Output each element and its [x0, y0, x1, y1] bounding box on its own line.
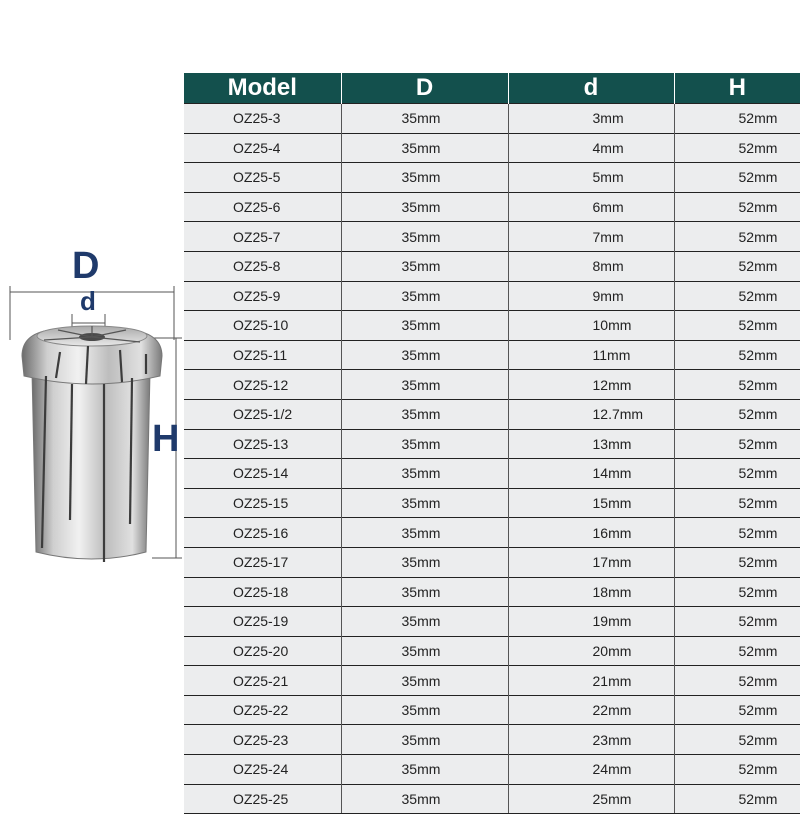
height-cell: 52mm	[674, 695, 800, 725]
inner-diameter-cell: 12mm	[508, 370, 674, 400]
table-row	[184, 281, 800, 311]
inner-diameter-label: d	[80, 286, 96, 316]
height-cell: 52mm	[674, 755, 800, 785]
height-cell: 52mm	[674, 399, 800, 429]
outer-diameter-cell: 35mm	[341, 547, 508, 577]
height-cell: 52mm	[674, 429, 800, 459]
height-cell: 52mm	[674, 666, 800, 696]
outer-diameter-cell: 35mm	[341, 133, 508, 163]
table-row	[184, 399, 800, 429]
inner-diameter-cell: 19mm	[508, 607, 674, 637]
outer-diameter-cell: 35mm	[341, 518, 508, 548]
outer-diameter-cell: 35mm	[341, 104, 508, 134]
model-cell: OZ25-14	[184, 459, 341, 489]
inner-diameter-cell: 17mm	[508, 547, 674, 577]
inner-diameter-cell: 6mm	[508, 192, 674, 222]
outer-diameter-cell: 35mm	[341, 488, 508, 518]
height-cell: 52mm	[674, 222, 800, 252]
outer-diameter-cell: 35mm	[341, 755, 508, 785]
header-model: Model	[184, 73, 341, 104]
height-cell: 52mm	[674, 459, 800, 489]
outer-diameter-cell: 35mm	[341, 222, 508, 252]
height-cell: 52mm	[674, 518, 800, 548]
table-header-row	[184, 73, 800, 104]
outer-diameter-cell: 35mm	[341, 666, 508, 696]
inner-diameter-cell: 24mm	[508, 755, 674, 785]
outer-diameter-cell: 35mm	[341, 577, 508, 607]
inner-diameter-cell: 22mm	[508, 695, 674, 725]
model-cell: OZ25-22	[184, 695, 341, 725]
model-cell: OZ25-1/2	[184, 399, 341, 429]
outer-diameter-cell: 35mm	[341, 311, 508, 341]
table-row	[184, 133, 800, 163]
inner-diameter-cell: 5mm	[508, 163, 674, 193]
outer-diameter-cell: 35mm	[341, 370, 508, 400]
model-cell: OZ25-6	[184, 192, 341, 222]
table-row	[184, 518, 800, 548]
model-cell: OZ25-5	[184, 163, 341, 193]
table-row	[184, 163, 800, 193]
height-cell: 52mm	[674, 133, 800, 163]
model-cell: OZ25-11	[184, 340, 341, 370]
model-cell: OZ25-8	[184, 251, 341, 281]
inner-diameter-cell: 3mm	[508, 104, 674, 134]
model-cell: OZ25-24	[184, 755, 341, 785]
outer-diameter-cell: 35mm	[341, 459, 508, 489]
inner-diameter-cell: 20mm	[508, 636, 674, 666]
inner-diameter-cell: 14mm	[508, 459, 674, 489]
height-label: H	[152, 418, 180, 460]
inner-diameter-cell: 8mm	[508, 251, 674, 281]
inner-diameter-cell: 23mm	[508, 725, 674, 755]
outer-diameter-cell: 35mm	[341, 192, 508, 222]
model-cell: OZ25-19	[184, 607, 341, 637]
inner-diameter-cell: 9mm	[508, 281, 674, 311]
height-cell: 52mm	[674, 784, 800, 814]
table-row	[184, 755, 800, 785]
inner-diameter-cell: 18mm	[508, 577, 674, 607]
model-cell: OZ25-15	[184, 488, 341, 518]
outer-diameter-cell: 35mm	[341, 429, 508, 459]
model-cell: OZ25-20	[184, 636, 341, 666]
outer-diameter-cell: 35mm	[341, 163, 508, 193]
model-cell: OZ25-10	[184, 311, 341, 341]
table-row	[184, 311, 800, 341]
inner-diameter-cell: 25mm	[508, 784, 674, 814]
inner-diameter-cell: 15mm	[508, 488, 674, 518]
height-cell: 52mm	[674, 163, 800, 193]
table-row	[184, 429, 800, 459]
height-cell: 52mm	[674, 607, 800, 637]
outer-diameter-cell: 35mm	[341, 636, 508, 666]
model-cell: OZ25-25	[184, 784, 341, 814]
inner-diameter-cell: 10mm	[508, 311, 674, 341]
outer-diameter-cell: 35mm	[341, 784, 508, 814]
table-row	[184, 459, 800, 489]
height-cell: 52mm	[674, 281, 800, 311]
table-row	[184, 488, 800, 518]
table-row	[184, 251, 800, 281]
model-cell: OZ25-17	[184, 547, 341, 577]
model-cell: OZ25-12	[184, 370, 341, 400]
height-cell: 52mm	[674, 311, 800, 341]
table-row	[184, 636, 800, 666]
inner-diameter-cell: 12.7mm	[508, 399, 674, 429]
height-cell: 52mm	[674, 370, 800, 400]
table-row	[184, 370, 800, 400]
header-height: H	[674, 73, 800, 104]
outer-diameter-cell: 35mm	[341, 607, 508, 637]
header-outer-diameter: D	[341, 73, 508, 104]
table-row	[184, 666, 800, 696]
inner-diameter-cell: 4mm	[508, 133, 674, 163]
table-row	[184, 192, 800, 222]
table-row	[184, 104, 800, 134]
model-cell: OZ25-23	[184, 725, 341, 755]
table-row	[184, 725, 800, 755]
height-cell: 52mm	[674, 488, 800, 518]
outer-diameter-cell: 35mm	[341, 340, 508, 370]
height-cell: 52mm	[674, 192, 800, 222]
inner-diameter-cell: 21mm	[508, 666, 674, 696]
model-cell: OZ25-13	[184, 429, 341, 459]
inner-diameter-cell: 7mm	[508, 222, 674, 252]
height-cell: 52mm	[674, 577, 800, 607]
table-row	[184, 784, 800, 814]
height-cell: 52mm	[674, 340, 800, 370]
outer-diameter-label: D	[72, 245, 100, 287]
header-inner-diameter: d	[508, 73, 674, 104]
model-cell: OZ25-9	[184, 281, 341, 311]
model-cell: OZ25-16	[184, 518, 341, 548]
table-row	[184, 222, 800, 252]
model-cell: OZ25-21	[184, 666, 341, 696]
inner-diameter-cell: 16mm	[508, 518, 674, 548]
table-body	[184, 104, 800, 814]
model-cell: OZ25-18	[184, 577, 341, 607]
outer-diameter-cell: 35mm	[341, 281, 508, 311]
table-row	[184, 695, 800, 725]
height-cell: 52mm	[674, 104, 800, 134]
spec-table	[184, 73, 800, 814]
outer-diameter-cell: 35mm	[341, 725, 508, 755]
collet-body	[22, 326, 162, 562]
table-row	[184, 607, 800, 637]
model-cell: OZ25-7	[184, 222, 341, 252]
inner-diameter-cell: 13mm	[508, 429, 674, 459]
model-cell: OZ25-3	[184, 104, 341, 134]
outer-diameter-cell: 35mm	[341, 695, 508, 725]
model-cell: OZ25-4	[184, 133, 341, 163]
height-cell: 52mm	[674, 725, 800, 755]
table-row	[184, 577, 800, 607]
height-cell: 52mm	[674, 547, 800, 577]
inner-diameter-cell: 11mm	[508, 340, 674, 370]
table-row	[184, 547, 800, 577]
height-cell: 52mm	[674, 251, 800, 281]
outer-diameter-cell: 35mm	[341, 251, 508, 281]
outer-diameter-cell: 35mm	[341, 399, 508, 429]
height-cell: 52mm	[674, 636, 800, 666]
table-row	[184, 340, 800, 370]
